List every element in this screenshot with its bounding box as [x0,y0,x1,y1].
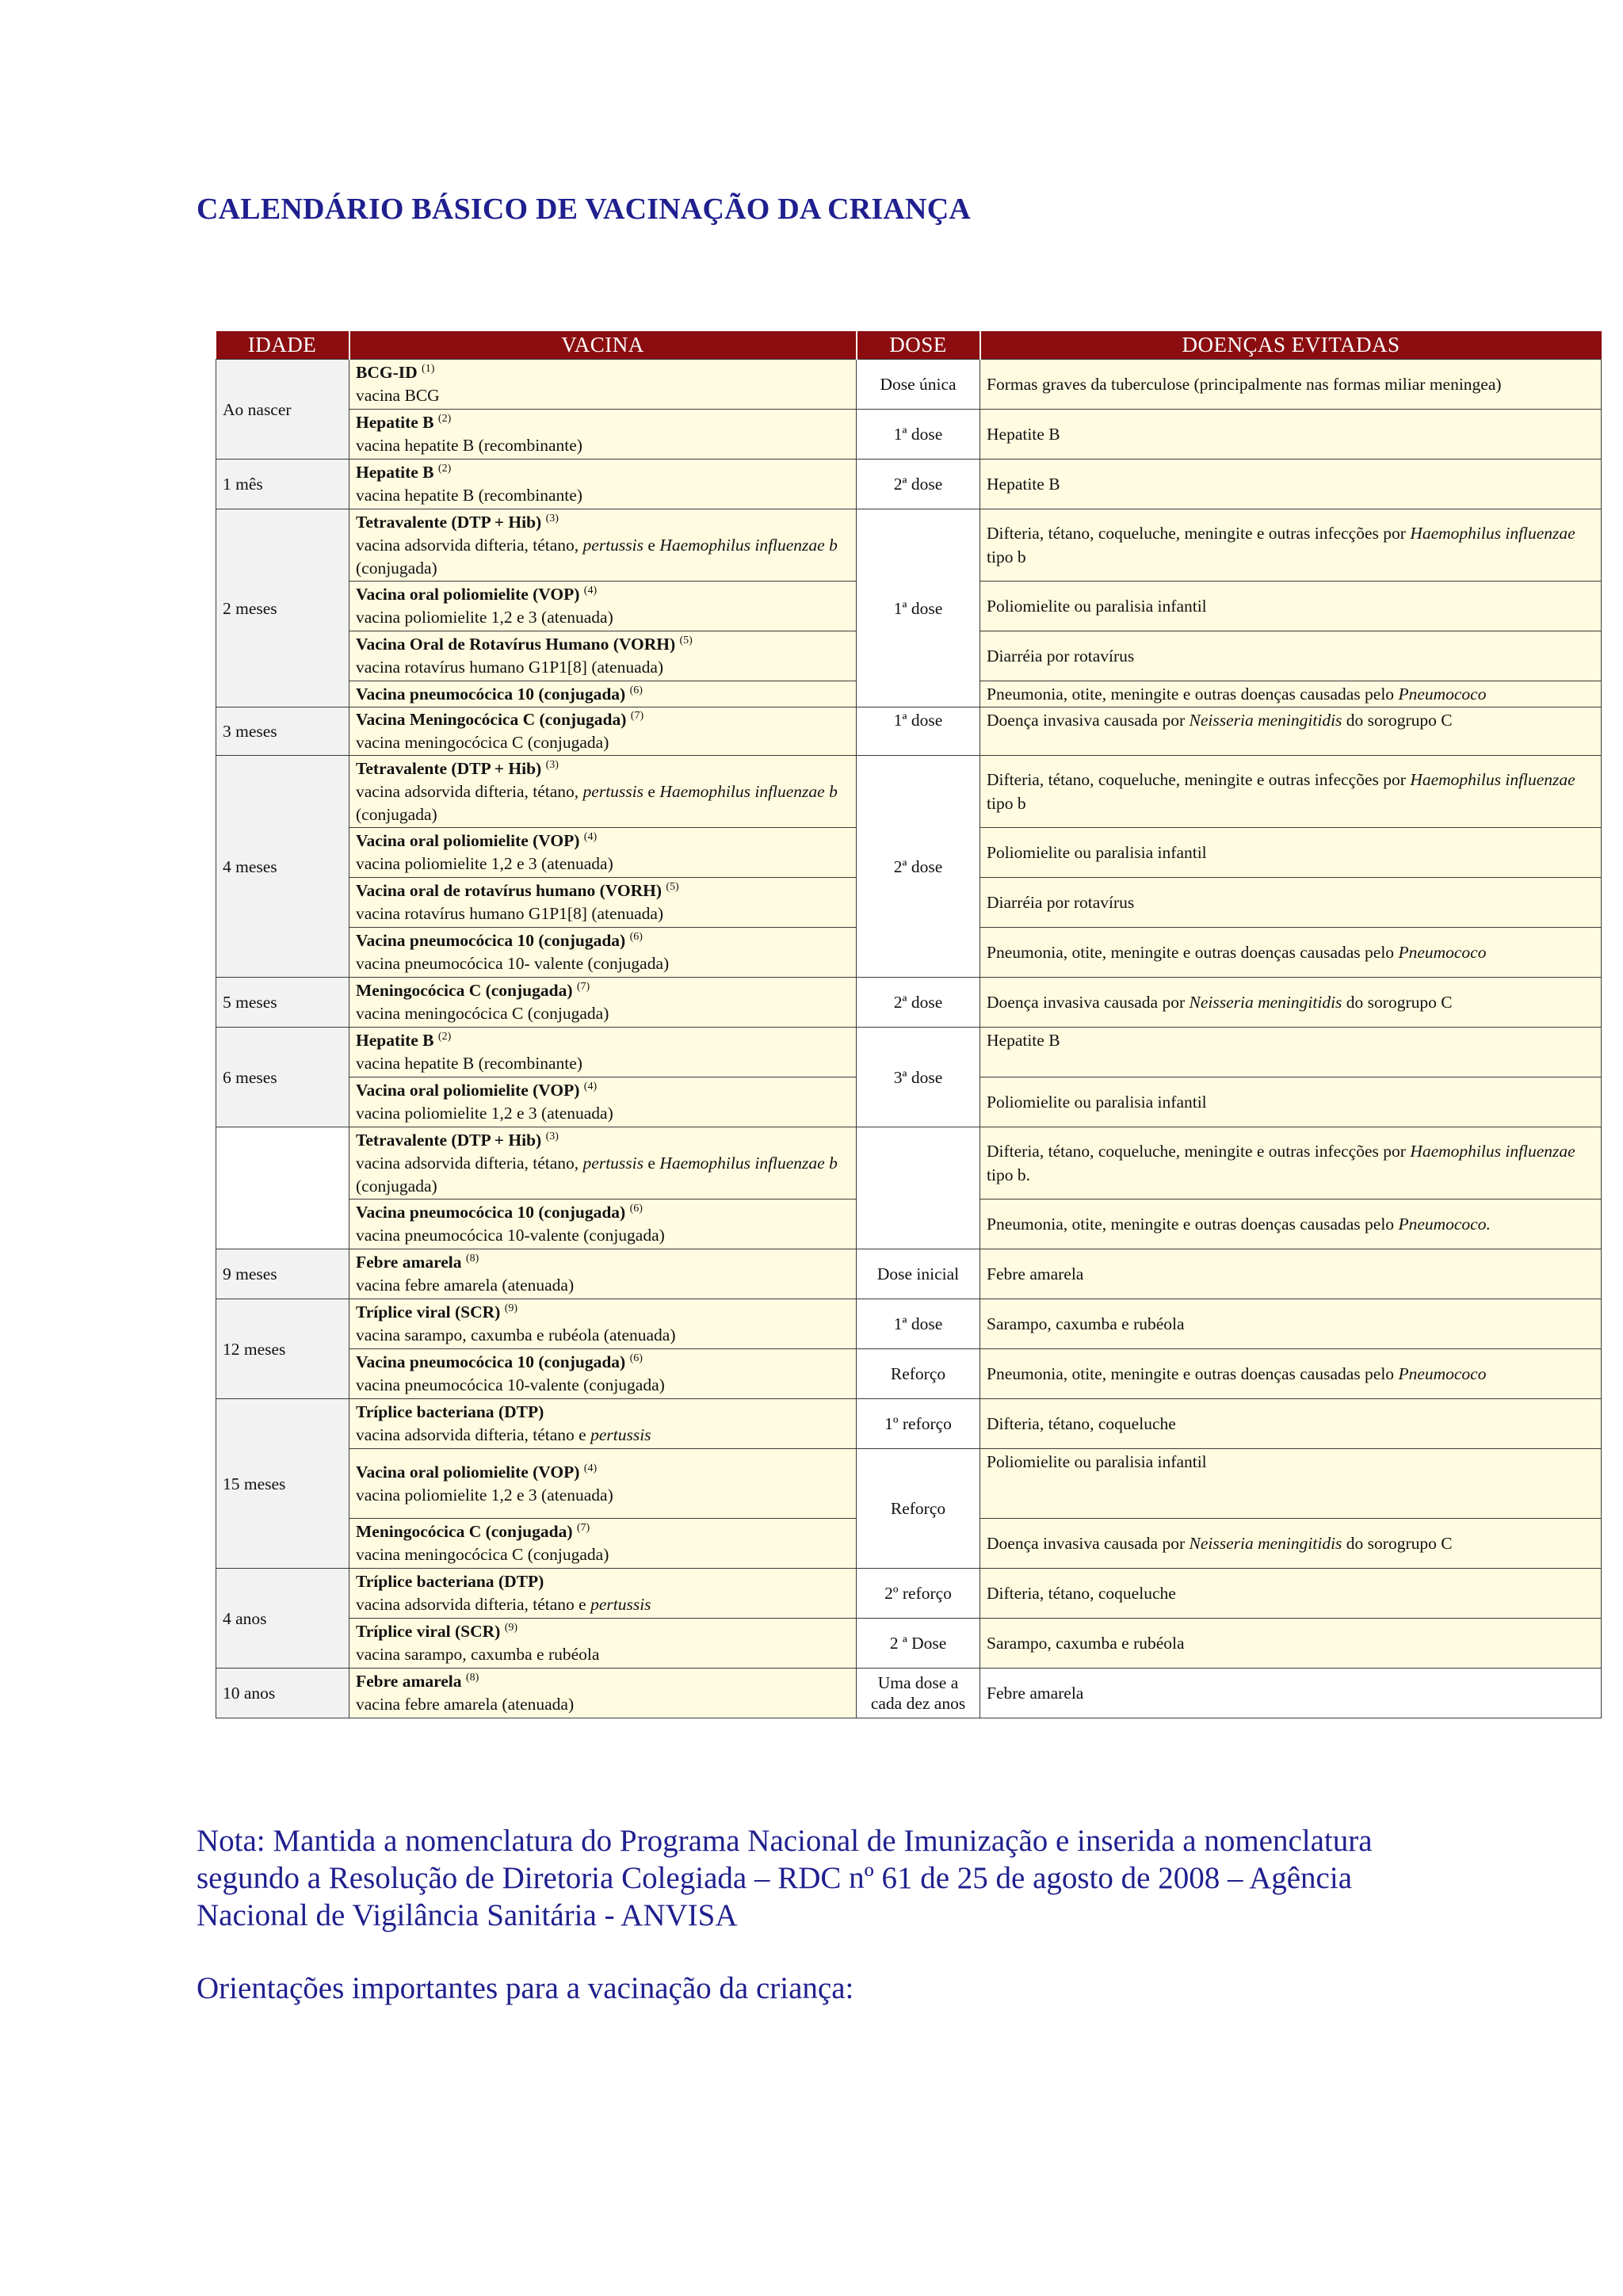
vaccine-desc: vacina poliomielite 1,2 e 3 (atenuada) [356,608,613,627]
vaccine-cell [349,1199,857,1249]
footnote-ref: (7) [630,709,644,722]
vaccine-cell [349,978,857,1028]
dose-cell: 1ª dose [857,707,980,756]
disease-cell: Hepatite B [980,460,1602,509]
note-paragraph [197,1822,1607,1934]
vaccine-name: Vacina pneumocócica 10 (conjugada) [356,931,626,950]
disease-italic: Haemophilus influenzae [1410,524,1575,543]
age-cell: 9 meses [216,1249,349,1299]
vaccine-name: Hepatite B [356,463,434,482]
vaccine-name: Vacina oral poliomielite (VOP) [356,831,580,850]
disease-cell: Febre amarela [980,1249,1602,1299]
footnote-ref: (4) [583,584,598,597]
desc-text: e [647,1153,655,1173]
vaccine-name: Febre amarela [356,1253,462,1272]
disease-italic: Pneumococo [1398,1364,1487,1383]
disease-cell: Poliomielite ou paralisia infantil [980,828,1602,878]
table-row [216,1249,1602,1299]
vaccine-cell [349,509,857,582]
disease-italic: Pneumococo [1398,943,1487,962]
vaccination-table [216,331,1602,1718]
vaccine-desc: vacina rotavírus humano G1P1[8] (atenuada) [356,904,664,923]
vaccine-name: Vacina Meningocócica C (conjugada) [356,710,627,729]
vaccine-desc [356,534,850,580]
disease-cell [980,681,1602,707]
table-row [216,1299,1602,1349]
vaccine-name: Tetravalente (DTP + Hib) [356,1130,542,1150]
vaccine-desc: vacina poliomielite 1,2 e 3 (atenuada) [356,1104,613,1123]
dose-cell: Reforço [857,1449,980,1569]
vaccine-name: BCG-ID [356,363,418,382]
desc-text: e [647,781,655,801]
age-cell: 10 anos [216,1669,349,1718]
vaccine-name: Febre amarela [356,1672,462,1691]
disease-text: tipo b [987,547,1026,566]
vaccine-desc [356,1424,850,1447]
vaccine-name: Vacina pneumocócica 10 (conjugada) [356,1352,626,1371]
orientations-heading: Orientações importantes para a vacinação da criança: [197,1971,854,2005]
disease-text: Doença invasiva causada por [987,1534,1186,1553]
disease-cell: Hepatite B [980,410,1602,460]
dose-cell: 1º reforço [857,1399,980,1449]
table-row [216,1619,1602,1669]
desc-italic: Haemophilus influenzae b [659,781,838,801]
vaccine-desc: vacina poliomielite 1,2 e 3 (atenuada) [356,854,613,873]
vaccine-name: Tríplice viral (SCR) [356,1622,501,1641]
vaccine-cell [349,1127,857,1199]
footnote-ref: (7) [576,1521,590,1534]
disease-text: do sorogrupo C [1346,993,1453,1012]
disease-text: Pneumonia, otite, meningite e outras doenças causadas pelo [987,1364,1395,1383]
disease-cell: Hepatite B [980,1028,1602,1077]
vaccine-name: Tetravalente (DTP + Hib) [356,758,542,778]
footnote-ref: (2) [437,1030,452,1043]
disease-cell [980,928,1602,978]
vaccine-desc: vacina febre amarela (atenuada) [356,1695,575,1714]
table-row [216,509,1602,582]
disease-cell: Diarréia por rotavírus [980,878,1602,928]
disease-text: Difteria, tétano, coqueluche, meningite e outras infecções por [987,1142,1406,1161]
vaccine-name: Tríplice bacteriana (DTP) [356,1572,544,1591]
disease-italic: Pneumococo. [1398,1215,1491,1234]
disease-cell [980,756,1602,828]
vaccine-name: Hepatite B [356,413,434,432]
vaccine-desc: vacina pneumocócica 10-valente (conjugada) [356,1375,665,1394]
disease-text: Doença invasiva causada por [987,993,1186,1012]
disease-italic: Haemophilus influenzae [1410,770,1575,789]
vaccine-desc: vacina hepatite B (recombinante) [356,1054,582,1073]
footnote-ref: (3) [545,1130,559,1142]
desc-italic: Haemophilus influenzae b [659,535,838,555]
desc-italic: pertussis [582,535,644,555]
vaccine-cell [349,1249,857,1299]
table-row [216,1028,1602,1077]
table-row [216,978,1602,1028]
disease-text: do sorogrupo C [1346,1534,1453,1553]
dose-cell: 2º reforço [857,1569,980,1619]
footnote-ref: (1) [422,362,435,375]
desc-text: vacina adsorvida difteria, tétano, [356,535,579,555]
disease-cell: Diarréia por rotavírus [980,631,1602,681]
disease-cell [980,1519,1602,1569]
disease-italic: Pneumococo [1398,685,1487,704]
vaccine-cell [349,1619,857,1669]
vaccine-desc [356,780,850,826]
vaccine-desc: vacina pneumocócica 10-valente (conjugada) [356,1226,665,1245]
age-cell: 4 anos [216,1569,349,1669]
disease-cell [980,1199,1602,1249]
vaccine-name: Vacina oral de rotavírus humano (VORH) [356,881,662,900]
disease-text: Pneumonia, otite, meningite e outras doenças causadas pelo [987,1215,1395,1234]
vaccine-name: Vacina Oral de Rotavírus Humano (VORH) [356,635,676,654]
footnote-ref: (4) [583,830,598,843]
table-row [216,1669,1602,1718]
footnote-ref: (8) [465,1671,479,1684]
disease-italic: Neisseria meningitidis [1189,711,1342,730]
dose-cell: Dose única [857,360,980,410]
footnote-ref: (2) [437,462,452,475]
vaccine-desc: vacina poliomielite 1,2 e 3 (atenuada) [356,1485,613,1505]
vaccine-name: Tríplice viral (SCR) [356,1302,501,1322]
desc-text: (conjugada) [356,1176,437,1196]
table-row [216,1399,1602,1449]
dose-cell: 2ª dose [857,756,980,978]
disease-text: tipo b [987,794,1026,813]
vaccine-name: Meningocócica C (conjugada) [356,1522,573,1541]
table-row [216,360,1602,410]
footnote-ref: (5) [679,634,693,646]
desc-italic: Haemophilus influenzae b [659,1153,838,1173]
dose-cell-empty [857,1127,980,1249]
vaccine-cell [349,756,857,828]
footnote-ref: (4) [583,1080,598,1093]
disease-text: tipo b. [987,1165,1030,1184]
dose-cell: 2 ª Dose [857,1619,980,1669]
vaccine-name: Hepatite B [356,1031,434,1050]
vaccine-desc: vacina hepatite B (recombinante) [356,436,582,455]
vaccine-desc: vacina sarampo, caxumba e rubéola (atenuada) [356,1325,676,1344]
disease-italic: Neisseria meningitidis [1189,1534,1342,1553]
footnote-ref: (7) [576,980,590,993]
vaccine-name: Meningocócica C (conjugada) [356,981,573,1000]
vaccine-name: Vacina oral poliomielite (VOP) [356,585,580,604]
vaccine-cell [349,1299,857,1349]
table-row [216,1349,1602,1399]
vaccine-desc: vacina BCG [356,386,440,405]
vaccine-cell [349,460,857,509]
vaccine-cell [349,1669,857,1718]
dose-cell: 2ª dose [857,978,980,1028]
table-row [216,1127,1602,1199]
desc-text: (conjugada) [356,804,437,824]
vaccine-desc: vacina febre amarela (atenuada) [356,1276,575,1295]
disease-cell: Difteria, tétano, coqueluche [980,1569,1602,1619]
vaccine-cell [349,828,857,878]
desc-text: e [647,535,655,555]
vaccine-cell [349,1349,857,1399]
disease-cell: Febre amarela [980,1669,1602,1718]
vaccine-desc: vacina sarampo, caxumba e rubéola [356,1645,600,1664]
vaccine-desc [356,1152,850,1198]
footnote-ref: (9) [504,1621,518,1634]
age-cell: 6 meses [216,1028,349,1127]
age-cell: 12 meses [216,1299,349,1399]
desc-italic: pertussis [582,781,644,801]
header-doencas: DOENÇAS EVITADAS [980,331,1602,360]
dose-cell: 1ª dose [857,509,980,707]
age-cell: 4 meses [216,756,349,978]
vaccine-cell [349,1399,857,1449]
vaccine-cell [349,582,857,631]
dose-cell: 1ª dose [857,1299,980,1349]
vaccine-cell [349,707,857,756]
footnote-ref: (3) [545,758,559,771]
age-cell: 1 mês [216,460,349,509]
disease-cell: Formas graves da tuberculose (principalmente nas formas miliar meningea) [980,360,1602,410]
vaccine-name: Vacina pneumocócica 10 (conjugada) [356,1203,626,1222]
note-line: segundo a Resolução de Diretoria Colegiada – RDC nº 61 de 25 de agosto de 2008 – Agência [197,1861,1353,1895]
vaccine-cell [349,1569,857,1619]
age-cell: 3 meses [216,707,349,756]
vaccine-cell [349,631,857,681]
note-line: Nacional de Vigilância Sanitária - ANVISA [197,1898,738,1932]
footnote-ref: (6) [629,930,643,943]
vaccine-cell [349,360,857,410]
footnote-ref: (2) [437,412,452,425]
vaccine-name: Vacina oral poliomielite (VOP) [356,1081,580,1100]
table-row [216,410,1602,460]
disease-text: Difteria, tétano, coqueluche, meningite e outras infecções por [987,770,1406,789]
disease-cell: Poliomielite ou paralisia infantil [980,1449,1602,1519]
age-cell: 15 meses [216,1399,349,1569]
disease-cell: Poliomielite ou paralisia infantil [980,1077,1602,1127]
disease-cell: Poliomielite ou paralisia infantil [980,582,1602,631]
desc-text: vacina adsorvida difteria, tétano e [356,1595,586,1614]
vaccine-name: Vacina oral poliomielite (VOP) [356,1462,580,1482]
vaccine-cell [349,1449,857,1519]
footnote-ref: (8) [465,1252,479,1264]
disease-cell [980,1127,1602,1199]
age-cell-empty [216,1127,349,1249]
disease-cell [980,978,1602,1028]
dose-cell: 3ª dose [857,1028,980,1127]
vaccine-desc: vacina hepatite B (recombinante) [356,486,582,505]
footnote-ref: (5) [666,880,679,893]
page-title: CALENDÁRIO BÁSICO DE VACINAÇÃO DA CRIANÇA [197,193,971,226]
disease-cell: Difteria, tétano, coqueluche [980,1399,1602,1449]
dose-cell: Reforço [857,1349,980,1399]
header-dose: DOSE [857,331,980,360]
vaccine-name: Tríplice bacteriana (DTP) [356,1402,544,1421]
footnote-ref: (3) [545,512,559,524]
age-cell: Ao nascer [216,360,349,460]
disease-italic: Haemophilus influenzae [1410,1142,1575,1161]
table-header-row [216,331,1602,360]
vaccine-cell [349,1028,857,1077]
footnote-ref: (4) [583,1462,598,1474]
vaccine-cell [349,410,857,460]
vaccine-desc: vacina meningocócica C (conjugada) [356,1545,609,1564]
note-line: Nota: Mantida a nomenclatura do Programa Nacional de Imunização e inserida a nomenclatura [197,1824,1373,1858]
footnote-ref: (6) [629,1202,643,1215]
vaccine-desc [356,1593,850,1616]
vaccine-name: Tetravalente (DTP + Hib) [356,512,542,532]
desc-text: vacina adsorvida difteria, tétano, [356,1153,579,1173]
vaccine-name: Vacina pneumocócica 10 (conjugada) [356,684,626,704]
vaccine-desc: vacina meningocócica C (conjugada) [356,733,609,752]
disease-text: Pneumonia, otite, meningite e outras doenças causadas pelo [987,685,1395,704]
footnote-ref: (6) [629,684,643,696]
header-idade: IDADE [216,331,349,360]
desc-italic: pertussis [582,1153,644,1173]
footnote-ref: (6) [629,1352,643,1364]
vaccine-desc: vacina pneumocócica 10- valente (conjugada) [356,954,670,973]
vaccine-cell [349,928,857,978]
disease-cell: Sarampo, caxumba e rubéola [980,1619,1602,1669]
vaccine-cell [349,681,857,707]
disease-text: Doença invasiva causada por [987,711,1186,730]
disease-cell [980,707,1602,756]
disease-text: Pneumonia, otite, meningite e outras doenças causadas pelo [987,943,1395,962]
disease-cell [980,1349,1602,1399]
desc-text: (conjugada) [356,558,437,578]
age-cell: 2 meses [216,509,349,707]
dose-cell: Dose inicial [857,1249,980,1299]
vaccine-cell [349,1519,857,1569]
dose-cell: Uma dose a cada dez anos [857,1669,980,1718]
disease-text: do sorogrupo C [1346,711,1453,730]
dose-cell: 1ª dose [857,410,980,460]
table-row [216,756,1602,828]
dose-cell: 2ª dose [857,460,980,509]
table-row [216,460,1602,509]
desc-text: vacina adsorvida difteria, tétano e [356,1425,586,1444]
desc-text: vacina adsorvida difteria, tétano, [356,781,579,801]
disease-cell [980,509,1602,582]
disease-cell: Sarampo, caxumba e rubéola [980,1299,1602,1349]
table-row [216,707,1602,756]
table-row [216,1569,1602,1619]
vaccine-desc: vacina meningocócica C (conjugada) [356,1004,609,1023]
vaccine-cell [349,878,857,928]
vaccine-cell [349,1077,857,1127]
vaccine-desc: vacina rotavírus humano G1P1[8] (atenuada) [356,658,664,677]
footnote-ref: (9) [504,1302,518,1314]
desc-italic: pertussis [590,1425,651,1444]
disease-italic: Neisseria meningitidis [1189,993,1342,1012]
desc-italic: pertussis [590,1595,651,1614]
header-vacina: VACINA [349,331,857,360]
disease-text: Difteria, tétano, coqueluche, meningite e outras infecções por [987,524,1406,543]
age-cell: 5 meses [216,978,349,1028]
table-row [216,1449,1602,1519]
